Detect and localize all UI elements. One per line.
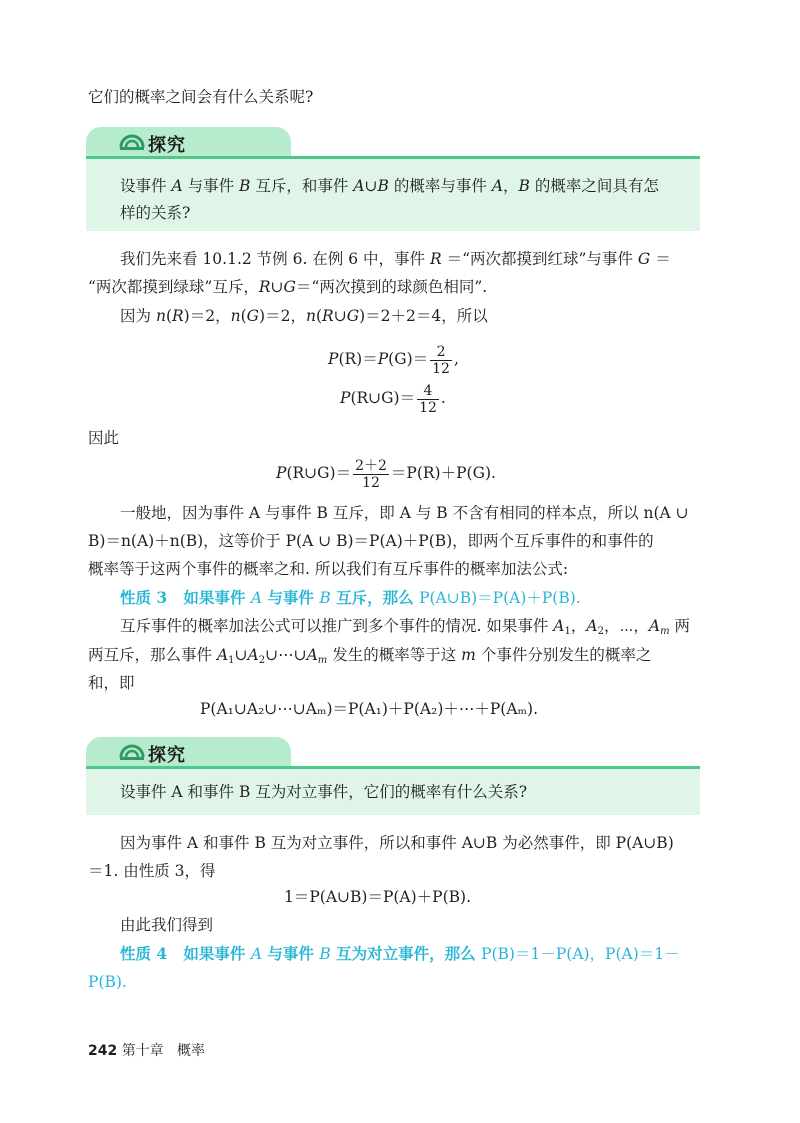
explore-title: 探究 (148, 135, 186, 156)
therefore-text: 因此 (88, 429, 120, 447)
para2-line1: 一般地，因为事件 A 与事件 B 互斥，即 A 与 B 不含有相同的样本点，所以 n(A ∪ (120, 504, 689, 522)
para1-line1: 我们先来看 10.1.2 节例 6. 在例 6 中，事件 R ＝“两次都摸到红球”与事件 G ＝ (120, 250, 671, 268)
explore-title: 探究 (148, 745, 186, 766)
property-4-line2: P(B). (88, 973, 127, 991)
equation-5: 1＝P(A∪B)＝P(A)＋P(B). (284, 888, 472, 906)
equation-4: P(A₁∪A₂∪⋯∪Aₘ)＝P(A₁)＋P(A₂)＋⋯＋P(Aₘ). (200, 700, 539, 718)
para3-line3: 和，即 (88, 674, 135, 692)
page-footer (88, 1040, 205, 1060)
equation-1: P(R)＝P(G)＝ $\frac{2}{12}$ , (328, 343, 459, 377)
property-4-line1: 性质 4 如果事件 A 与事件 B 互为对立事件，那么 P(B)＝1－P(A)，P(A)＝1－ (120, 944, 680, 963)
explore-icon (119, 741, 145, 761)
para2-line2: B)＝n(A)＋n(B)，这等价于 P(A ∪ B)＝P(A)＋P(B)，即两个互斥事件的和事件的 (88, 532, 654, 550)
chapter-title: 概率 (177, 1043, 206, 1059)
equation-2: P(R∪G)＝ $\frac{4}{12}$ . (340, 382, 446, 416)
para2-line3: 概率等于这两个事件的概率之和. 所以我们有互斥事件的概率加法公式: (88, 560, 569, 578)
para1-line3: 因为 n(R)＝2，n(G)＝2，n(R∪G)＝2＋2＝4，所以 (120, 307, 488, 325)
para4-line2: ＝1. 由性质 3，得 (88, 862, 216, 880)
page-number: 242 (88, 1043, 118, 1059)
property-3: 性质 3 如果事件 A 与事件 B 互斥，那么 P(A∪B)＝P(A)＋P(B). (120, 588, 581, 607)
chapter-label: 第十章 (121, 1043, 164, 1059)
intro-text: 它们的概率之间会有什么关系呢? (88, 88, 314, 106)
para3-line2: 两互斥，那么事件 $A_1\cup A_2\cup\cdots\cup A_m$ 发生的概率等于这 m 个事件分别发生的概率之 (88, 646, 652, 666)
explore-question-line1: 设事件 A 与事件 B 互斥，和事件 A∪B 的概率与事件 A，B 的概率之间具有怎 (120, 177, 659, 195)
para3-line1: 互斥事件的概率加法公式可以推广到多个事件的情况. 如果事件 $A_1$，$A_2$，⋯，$A_m$ 两 (120, 617, 691, 637)
para5-text: 由此我们得到 (120, 916, 214, 934)
para4-line1: 因为事件 A 和事件 B 互为对立事件，所以和事件 A∪B 为必然事件，即 P(A∪B) (120, 834, 674, 852)
explore-box-2 (86, 737, 700, 815)
explore-box-1 (86, 127, 700, 231)
para1-line2: “两次都摸到绿球”互斥，R∪G＝“两次摸到的球颜色相同”. (88, 278, 488, 296)
explore-question-line2: 样的关系? (120, 204, 191, 222)
equation-3: P(R∪G)＝ $\frac{2+2}{12}$ ＝P(R)＋P(G). (276, 457, 496, 491)
explore-icon (119, 131, 145, 151)
explore-question: 设事件 A 和事件 B 互为对立事件，它们的概率有什么关系? (120, 783, 528, 801)
